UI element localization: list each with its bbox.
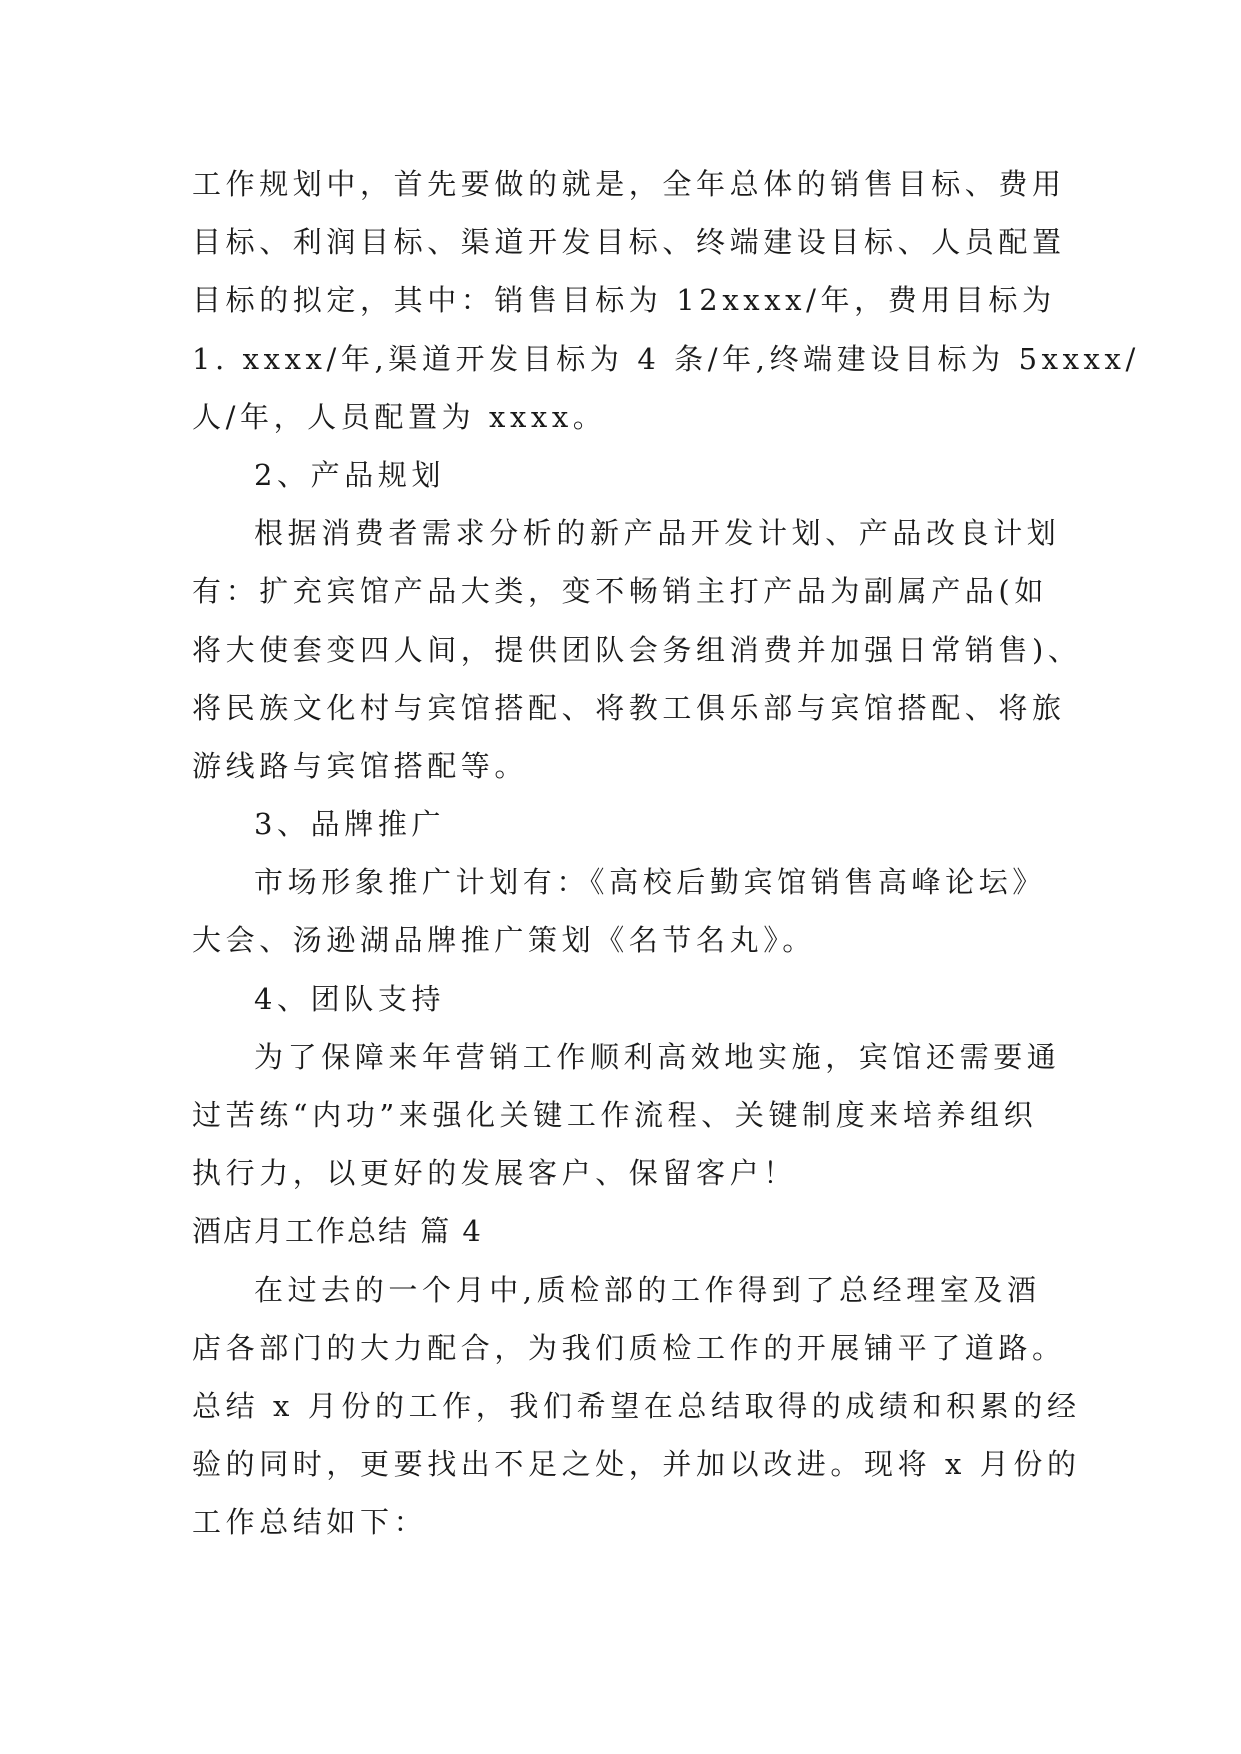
text-line: 总结 x 月份的工作，我们希望在总结取得的成绩和积累的经 xyxy=(192,1388,1081,1423)
text-line: 验的同时，更要找出不足之处，并加以改进。现将 x 月份的 xyxy=(192,1447,1081,1482)
text-line: 店各部门的大力配合，为我们质检工作的开展铺平了道路。 xyxy=(192,1330,1066,1365)
text-line: 2、产品规划 xyxy=(254,457,446,492)
text-line: 工作总结如下： xyxy=(192,1505,428,1540)
text-line: 根据消费者需求分析的新产品开发计划、产品改良计划 xyxy=(254,516,1061,551)
text-line: 1. xxxx/年,渠道开发目标为 4 条/年,终端建设目标为 5xxxx/ xyxy=(192,341,1140,376)
text-line: 有：扩充宾馆产品大类，变不畅销主打产品为副属产品(如 xyxy=(192,574,1048,609)
text-line: 将民族文化村与宾馆搭配、将教工俱乐部与宾馆搭配、将旅 xyxy=(192,690,1066,725)
text-line: 市场形象推广计划有：《高校后勤宾馆销售高峰论坛》 xyxy=(254,865,1046,900)
text-line: 将大使套变四人间，提供团队会务组消费并加强日常销售)、 xyxy=(192,632,1082,667)
text-line: 过苦练“内功”来强化关键工作流程、关键制度来培养组织 xyxy=(192,1098,1038,1132)
text-line: 目标的拟定，其中：销售目标为 12xxxx/年，费用目标为 xyxy=(192,283,1056,318)
text-line: 在过去的一个月中,质检部的工作得到了总经理室及酒 xyxy=(254,1272,1041,1307)
text-line: 为了保障来年营销工作顺利高效地实施，宾馆还需要通 xyxy=(254,1039,1061,1074)
section-heading: 酒店月工作总结 篇 4 xyxy=(192,1214,483,1249)
text-line: 执行力，以更好的发展客户、保留客户！ xyxy=(192,1156,797,1191)
text-line: 大会、汤逊湖品牌推广策划《名节名丸》。 xyxy=(192,923,816,958)
text-line: 4、团队支持 xyxy=(254,981,446,1016)
text-line: 工作规划中，首先要做的就是，全年总体的销售目标、费用 xyxy=(192,167,1066,201)
text-line: 3、品牌推广 xyxy=(254,807,446,842)
text-line: 人/年，人员配置为 xxxx。 xyxy=(192,399,607,434)
document-body xyxy=(192,155,1140,1552)
text-line: 游线路与宾馆搭配等。 xyxy=(192,748,529,783)
text-line: 目标、利润目标、渠道开发目标、终端建设目标、人员配置 xyxy=(192,225,1066,260)
